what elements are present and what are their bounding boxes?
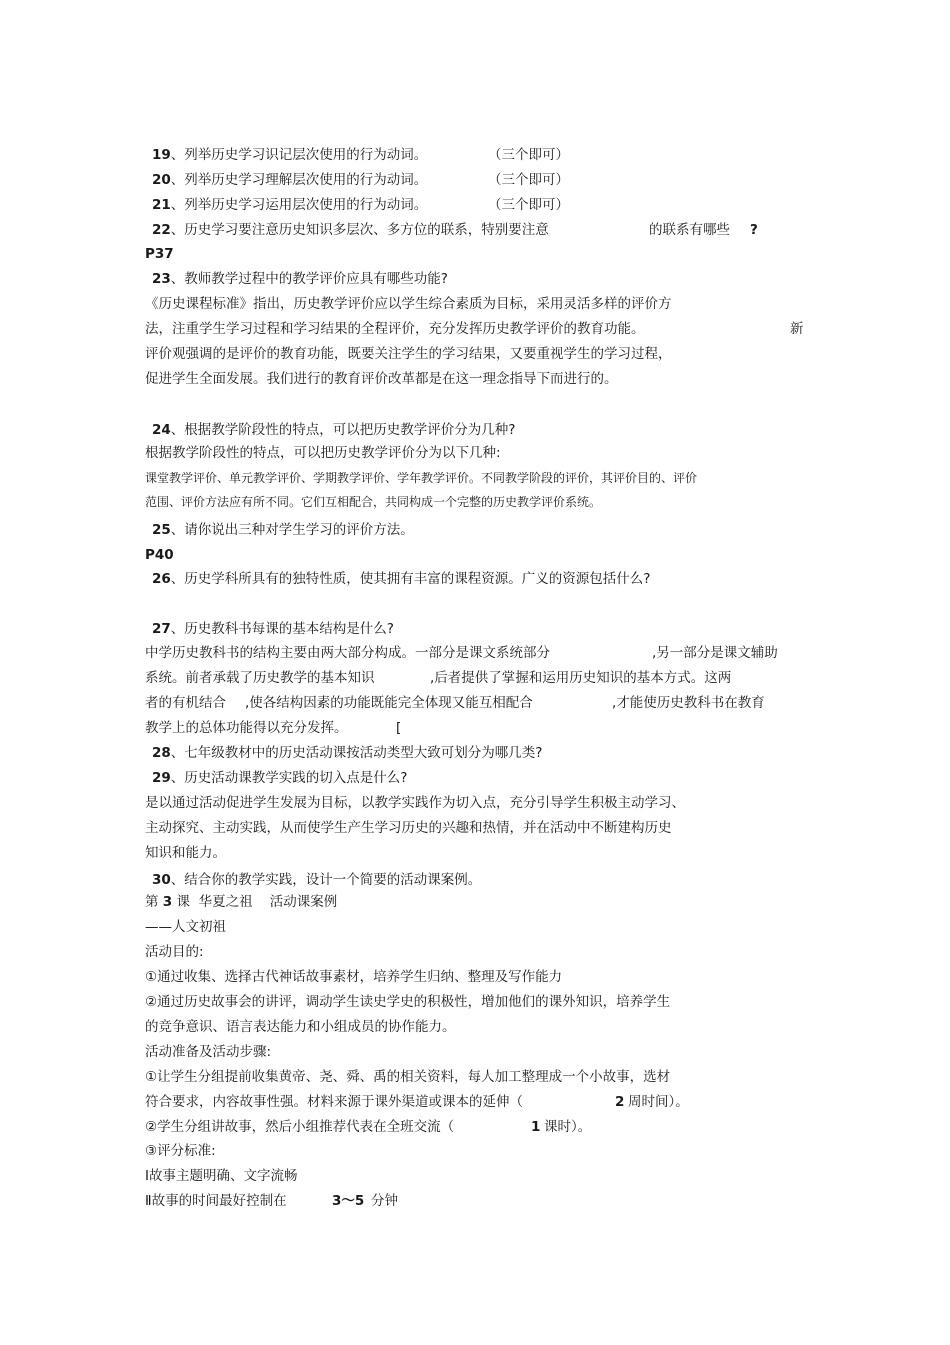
question-mark: ? <box>750 222 758 238</box>
question-text: 、结合你的教学实践，设计一个简要的活动课案例。 <box>170 872 482 888</box>
case-step-1a: ①让学生分组提前收集黄帝、尧、舜、禹的相关资料，每人加工整理成一个小故事，选材 <box>145 1069 671 1085</box>
question-29 <box>152 769 407 787</box>
case-steps-label: 活动准备及活动步骤: <box>145 1044 272 1060</box>
question-text: 、列举历史学习理解层次使用的行为动词。 <box>170 172 428 188</box>
answer-line: 《历史课程标准》指出，历史教学评价应以学生综合素质为目标，采用灵活多样的评价方 <box>145 296 672 312</box>
answer-line: 促进学生全面发展。我们进行的教育评价改革都是在这一理念指导下而进行的。 <box>145 371 618 387</box>
answer-line-fragment: ,后者提供了掌握和运用历史知识的基本方式。这两 <box>430 670 732 686</box>
question-number: 28 <box>152 745 171 761</box>
answer-line: 教学上的总体功能得以充分发挥。 <box>145 720 348 736</box>
question-number: 29 <box>152 770 171 786</box>
answer-line: 中学历史教科书的结构主要由两大部分构成。一部分是课文系统部分 <box>145 645 550 661</box>
question-25 <box>152 521 414 539</box>
question-22 <box>152 221 549 239</box>
question-21 <box>152 196 427 214</box>
answer-line: 范围、评价方法应有所不同。它们互相配合，共同构成一个完整的历史教学评价系统。 <box>145 495 602 509</box>
question-text: 、历史活动课教学实践的切入点是什么? <box>170 770 408 786</box>
question-note: （三个即可） <box>488 172 569 188</box>
answer-line: 是以通过活动促进学生发展为目标，以教学实践作为切入点，充分引导学生积极主动学习、 <box>145 795 685 811</box>
question-number: 30 <box>152 872 171 888</box>
question-number: 19 <box>152 147 171 163</box>
answer-line: 知识和能力。 <box>145 845 226 861</box>
case-step-2: ②学生分组讲故事，然后小组推荐代表在全班交流（ <box>145 1119 455 1135</box>
question-number: 23 <box>152 271 171 287</box>
page-reference-p40: P40 <box>145 547 174 563</box>
case-step-2-number: 1 <box>531 1119 541 1135</box>
question-text: 、历史学科所具有的独特性质，使其拥有丰富的课程资源。广义的资源包括什么? <box>170 571 651 587</box>
question-23 <box>152 270 448 288</box>
question-text: 、教师教学过程中的教学评价应具有哪些功能? <box>170 271 448 287</box>
question-30 <box>152 871 481 889</box>
case-goal-1: ①通过收集、选择古代神话故事素材，培养学生归纳、整理及写作能力 <box>145 969 563 985</box>
case-step-1b-tail: 周时间）。 <box>628 1094 689 1110</box>
case-goal-2b: 的竞争意识、语言表达能力和小组成员的协作能力。 <box>145 1019 456 1035</box>
answer-line-fragment: [ <box>396 720 402 736</box>
answer-line: 法，注重学生学习过程和学习结果的全程评价，充分发挥历史教学评价的教育功能。 <box>145 321 645 337</box>
answer-line: 主动探究、主动实践，从而使学生产生学习历史的兴趣和热情，并在活动中不断建构历史 <box>145 820 672 836</box>
question-19 <box>152 146 427 164</box>
case-criterion-1: Ⅰ故事主题明确、文字流畅 <box>145 1168 298 1184</box>
question-number: 22 <box>152 222 171 238</box>
case-subtitle: ——人文初祖 <box>145 919 226 935</box>
answer-line: 根据教学阶段性的特点，可以把历史教学评价分为以下几种: <box>145 445 501 461</box>
case-goal-2a: ②通过历史故事会的讲评，调动学生读史学史的积极性，增加他们的课外知识，培养学生 <box>145 994 671 1010</box>
answer-line: 者的有机结合 <box>145 695 226 711</box>
question-27 <box>152 620 394 638</box>
question-number: 20 <box>152 172 171 188</box>
answer-line: 评价观强调的是评价的教育功能，既要关注学生的学习结果，又要重视学生的学习过程， <box>145 346 672 362</box>
case-step-3: ③评分标准: <box>145 1143 216 1159</box>
question-number: 24 <box>152 422 171 438</box>
question-24 <box>152 421 515 439</box>
answer-line-fragment: 新 <box>790 321 804 337</box>
question-26 <box>152 570 650 588</box>
case-criterion-2-number: 3～5 <box>332 1193 365 1209</box>
question-number: 21 <box>152 197 171 213</box>
question-28 <box>152 744 542 762</box>
case-criterion-2: Ⅱ故事的时间最好控制在 <box>145 1193 287 1209</box>
case-step-1b: 符合要求，内容故事性强。材料来源于课外渠道或课本的延伸（ <box>145 1094 523 1110</box>
answer-line-fragment: ,另一部分是课文辅助 <box>652 645 778 661</box>
question-text: 、历史学习要注意历史知识多层次、多方位的联系，特别要注意 <box>170 222 549 238</box>
answer-line: 课堂教学评价、单元教学评价、学期教学评价、学年教学评价。不同教学阶段的评价，其评价目的、评价 <box>145 471 698 485</box>
question-text: 、根据教学阶段性的特点，可以把历史教学评价分为几种? <box>170 422 516 438</box>
question-number: 26 <box>152 571 171 587</box>
question-number: 27 <box>152 621 171 637</box>
question-text: 、列举历史学习运用层次使用的行为动词。 <box>170 197 428 213</box>
question-20 <box>152 171 427 189</box>
question-text: 、七年级教材中的历史活动课按活动类型大致可划分为哪几类? <box>170 745 543 761</box>
case-title: 第 3 课 华夏之祖 活动课案例 <box>145 894 338 910</box>
question-note: （三个即可） <box>488 197 569 213</box>
answer-line-fragment: ,使各结构因素的功能既能完全体现又能互相配合 <box>245 695 533 711</box>
question-text: 、历史教科书每课的基本结构是什么? <box>170 621 394 637</box>
case-goal-label: 活动目的: <box>145 944 204 960</box>
question-note: （三个即可） <box>488 147 569 163</box>
page-reference-p37: P37 <box>145 246 174 262</box>
case-criterion-2-tail: 分钟 <box>371 1193 398 1209</box>
question-text-tail: 的联系有哪些 <box>649 222 730 238</box>
question-text: 、列举历史学习识记层次使用的行为动词。 <box>170 147 428 163</box>
question-text: 、请你说出三种对学生学习的评价方法。 <box>170 522 414 538</box>
case-step-2-tail: 课时）。 <box>544 1119 592 1135</box>
answer-line-fragment: ,才能使历史教科书在教育 <box>612 695 765 711</box>
question-number: 25 <box>152 522 171 538</box>
answer-line: 系统。前者承载了历史教学的基本知识 <box>145 670 375 686</box>
case-step-1b-number: 2 <box>615 1094 625 1110</box>
